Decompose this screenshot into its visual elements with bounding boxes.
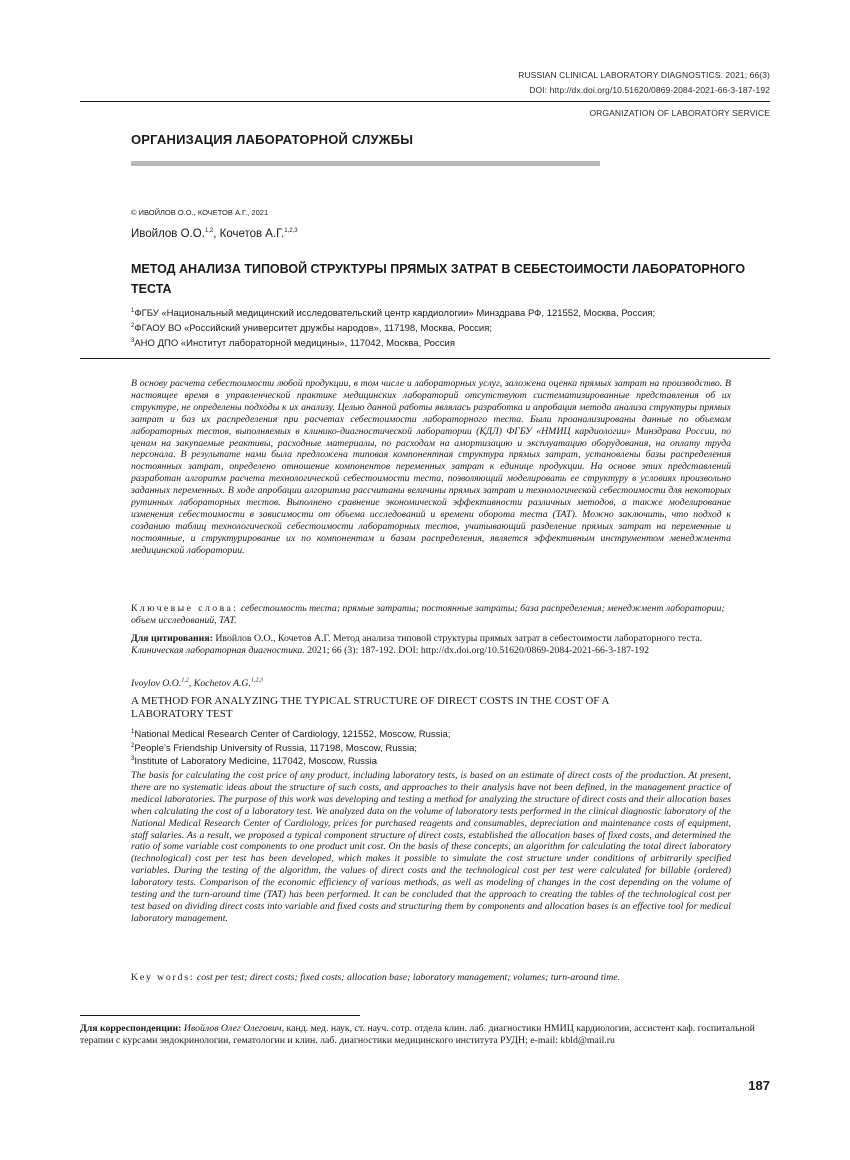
section-title: ОРГАНИЗАЦИЯ ЛАБОРАТОРНОЙ СЛУЖБЫ	[131, 132, 414, 147]
citation-doi: 2021; 66 (3): 187-192. DOI: http://dx.doi.org/10.51620/0869-2084-2021-66-3-187-192	[304, 645, 650, 656]
affiliation-ru	[131, 307, 655, 321]
abstract-en: The basis for calculating the cost price of any product, including laboratory tests, is based on an estimate of direct costs of the production. At present, there are no systematic ideas about the structure of such costs, and approaches to their analysis have not been defined, in the management practice of medical laboratories. The purpose of this work was developing and testing a method for analyzing the structure of direct costs and their allocation bases when calculating the cost of a laboratory test. We analyzed data on the volume of laboratory tests performed in the clinical diagnostic laboratory of the National Medical Research Center of Cardiology, prices for purchased reagents and consumables, depreciation and maintenance costs of equipment, staff salaries. As a result, we proposed a typical component structure of direct costs, established the allocation bases of fixed costs, and determined the ratio of some variable cost components to one product unit cost. On the basis of these concepts, an algorithm for calculating the total direct laboratory (technological) cost per test has been developed, which makes it possible to simulate the cost structure under conditions of arbitrarily specified variables. During the testing of the algorithm, the values of direct costs and the technological cost per test were calculated for billable (ordered) laboratory tests. Comparison of the economic efficiency of various methods, as well as modeling of changes in the cost depending on the volume of testing and the turn-around time (TAT) has been performed. It can be concluded that the approach to creating the tables of the technological cost per test based on dividing direct costs into variable and fixed costs and structuring them by components and allocation bases is an effective tool for medical laboratory management.	[131, 770, 731, 924]
correspondence	[80, 1023, 770, 1047]
affil-text: National Medical Research Center of Cardiology, 121552, Moscow, Russia;	[134, 729, 451, 740]
article-title-en: A METHOD FOR ANALYZING THE TYPICAL STRUCTURE OF DIRECT COSTS IN THE COST OF A LABORATORY TEST	[131, 695, 609, 720]
keywords-text: себестоимость теста; прямые затраты; постоянные затраты; база распределения; менеджмент лаборатории; объем исследований, TAT.	[131, 603, 725, 626]
correspondence-text: , канд. мед. наук, ст. науч. сотр. отдела клин. лаб. диагностики НМИЦ кардиологии, ассистент каф. госпитальной терапии с курсами эндокринологии, гематологии и клин. лаб. диагностики медицинского института РУДН; e-mail: kbld@mail.ru	[80, 1023, 755, 1047]
citation-journal: Клиническая лабораторная диагностика.	[131, 645, 305, 656]
affiliation-en	[131, 728, 450, 742]
journal-header: RUSSIAN CLINICAL LABORATORY DIAGNOSTICS. 2021; 66(3)	[518, 70, 770, 80]
affil-num: 2	[131, 742, 135, 749]
affil-num: 3	[131, 755, 135, 762]
keywords-text-en: cost per test; direct costs; fixed costs; allocation base; laboratory management; volumes; turn-around time.	[196, 972, 621, 983]
author-affil-sup: 1,2,3	[284, 228, 298, 235]
affiliation-ru	[131, 322, 492, 336]
author-name: Кочетов А.Г.	[219, 228, 285, 240]
authors-en	[131, 678, 263, 689]
abstract-ru-p2: на производство. В настоящее время в управленческой практике медицинских лабораторий отсутствуют систематизированные представления об их структуре, не определены подходы к их анализу. Целью данной работы являлась разработка и апробация метода анализа структуры прямых затрат и баз их распределения при расчетах себестоимости лабораторного теста. Были проанализированы данные по объемам лабораторных тестов, выполняемых в клинико-диагностической лаборатории (КДЛ) ФГБУ «НМИЦ кардиологии» Минздрава России, по ценам на закупаемые реактивы, расходные материалы, по расходам на амортизацию и эксплуатацию оборудования, на оплату труда персонала. В результате нами была предложена типовая компонентная структура прямых затрат, установлены базы распределения постоянных затрат, определено отношение компонентов переменных затрат к единице продукции. На основе этих представлений разработан алгоритм расчета технологической себестоимости теста, позволяющий моделировать ее структуру в условиях произвольно заданных переменных. В ходе апробации алгоритма рассчитаны величины прямых затрат и технологической себестоимости для некоторых рутинных лабораторных тестов. Выполнено сравнение экономической эффективности различных методов, а также моделирование изменения себестоимости в зависимости от объема исследований и времени оборота теста (TAT). Можно заключить, что подход к созданию таблиц технологической себестоимости лабораторных тестов, учитывающий разделение прямых затрат на переменные и постоянные, и структурирование их по компонентам и базам распределения, является эффективным инструментом менеджмента медицинской лаборатории.	[131, 378, 731, 556]
affiliations-en	[131, 728, 450, 769]
affil-num: 3	[131, 337, 135, 344]
article-title-ru: МЕТОД АНАЛИЗА ТИПОВОЙ СТРУКТУРЫ ПРЯМЫХ ЗАТРАТ В СЕБЕСТОИМОСТИ ЛАБОРАТОРНОГО ТЕСТА	[131, 262, 746, 296]
affiliation-en	[131, 755, 450, 769]
section-title-bar	[131, 161, 600, 166]
affil-num: 2	[131, 322, 135, 329]
affil-text: ФГБУ «Национальный медицинский исследовательский центр кардиологии» Минздрава РФ, 121552, Москва, Россия;	[134, 308, 656, 319]
author-name: Ивойлов О.О.	[131, 228, 205, 240]
affiliations-rule	[80, 358, 770, 359]
abstract-ru	[131, 378, 731, 557]
author-affil-sup: 1,2	[204, 228, 214, 235]
keywords-ru	[131, 603, 731, 627]
page-number: 187	[748, 1078, 770, 1093]
affil-num: 1	[131, 728, 135, 735]
citation	[131, 633, 731, 657]
affil-text: ФГАОУ ВО «Российский университет дружбы народов», 117198, Москва, Россия;	[134, 323, 492, 334]
correspondence-name: Ивойлов Олег Олегович	[183, 1023, 282, 1034]
author-name-en: Ivoylov O.O.	[131, 678, 182, 689]
affiliation-ru	[131, 337, 455, 351]
citation-text: Ивойлов О.О., Кочетов А.Г. Метод анализа типовой структуры прямых затрат в себестоимости лабораторного теста.	[212, 633, 703, 644]
author-separator: ,	[213, 228, 220, 240]
author-affil-sup: 1,2	[181, 677, 189, 684]
abstract-ru-p1: В основу расчета себестоимости любой продукции, в том числе и лабораторных услуг, заложена оценка прямых затрат	[131, 378, 647, 389]
authors-ru	[131, 228, 298, 240]
doi-header: DOI: http://dx.doi.org/10.51620/0869-2084-2021-66-3-187-192	[529, 85, 770, 95]
author-affil-sup: 1,2,3	[250, 677, 263, 684]
correspondence-label: Для корреспонденции:	[80, 1023, 182, 1034]
citation-label: Для цитирования:	[131, 633, 213, 644]
affiliation-en	[131, 742, 450, 756]
affil-text: People’s Friendship University of Russia, 117198, Moscow, Russia;	[134, 742, 418, 754]
affil-num: 1	[131, 307, 135, 314]
section-en-header: ORGANIZATION OF LABORATORY SERVICE	[589, 108, 770, 118]
keywords-en	[131, 972, 731, 984]
keywords-label: Ключевые слова:	[131, 603, 239, 614]
keywords-label-en: Key words:	[131, 972, 195, 983]
header-rule	[80, 101, 770, 102]
author-name-en: Kochetov A.G.	[193, 678, 251, 689]
author-separator: ,	[188, 678, 194, 689]
footnote-rule	[80, 1015, 360, 1016]
affil-text: АНО ДПО «Институт лабораторной медицины», 117042, Москва, Россия	[134, 338, 456, 349]
copyright: © ИВОЙЛОВ О.О., КОЧЕТОВ А.Г., 2021	[131, 208, 269, 217]
affil-text: Institute of Laboratory Medicine, 117042, Moscow, Russia	[134, 756, 378, 767]
